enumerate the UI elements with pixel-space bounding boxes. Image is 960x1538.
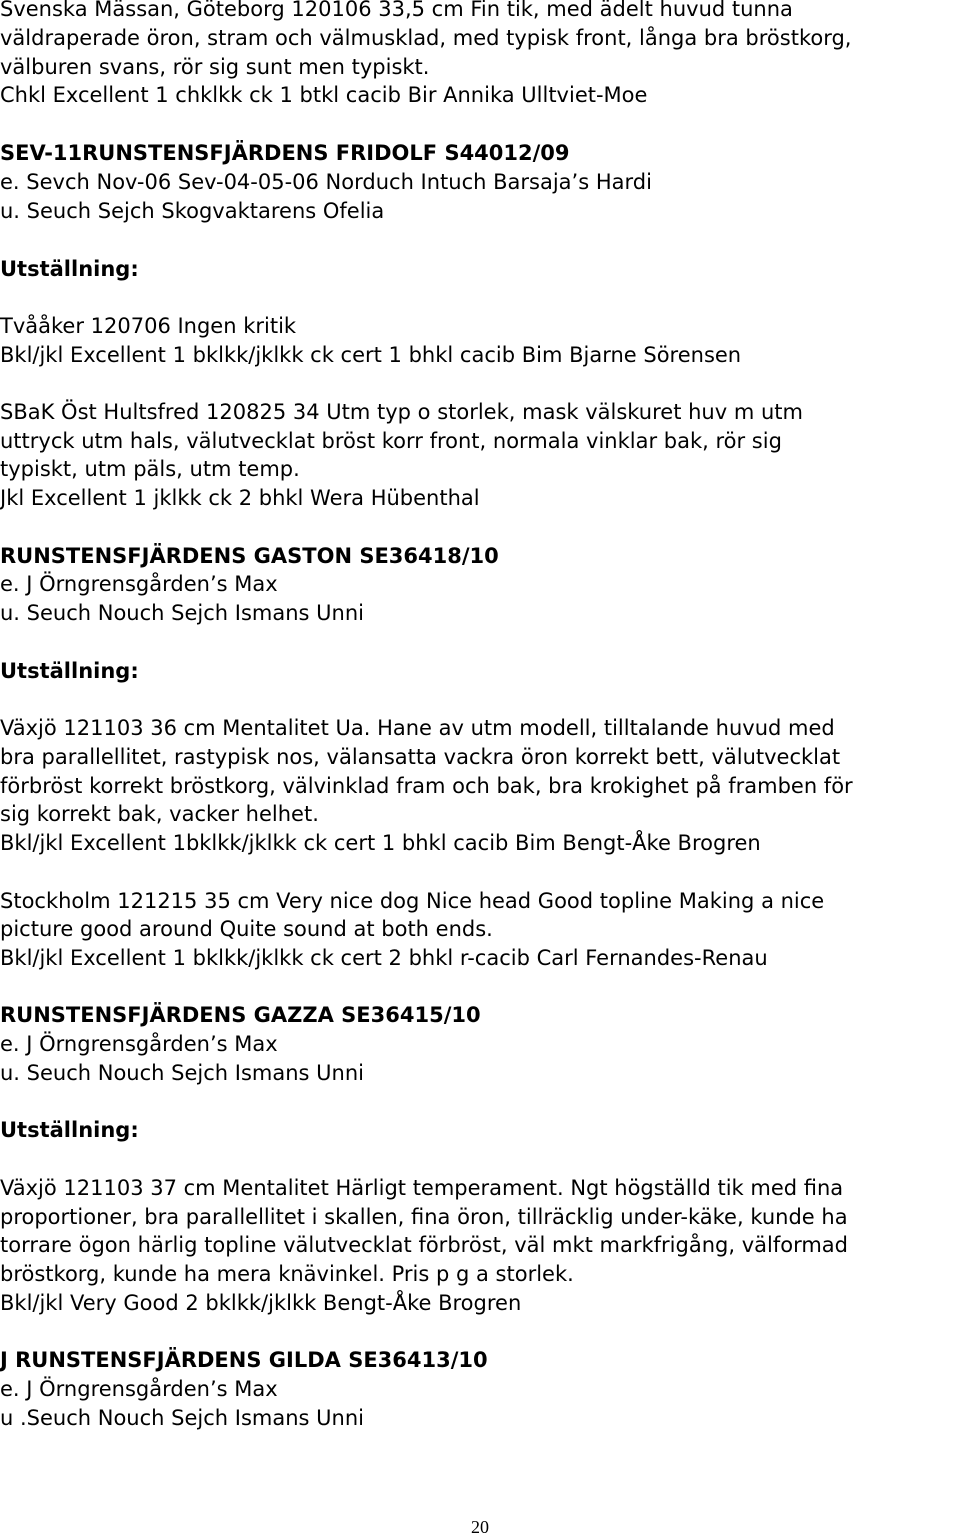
text-line: Jkl Excellent 1 jklkk ck 2 bhkl Wera Hübenthal	[0, 486, 480, 510]
text-line: proportioner, bra parallellitet i skallen, fina öron, tillräcklig under-käke, kunde ha	[0, 1205, 848, 1229]
dam-line: u. Seuch Nouch Sejch Ismans Unni	[0, 1061, 364, 1085]
dam-line: u. Seuch Sejch Skogvaktarens Ofelia	[0, 199, 385, 223]
sire-line: e. J Örngrensgården’s Max	[0, 572, 278, 596]
dog-heading: J RUNSTENSFJÄRDENS GILDA SE36413/10	[0, 1348, 488, 1372]
text-line: bra parallellitet, rastypisk nos, välansatta vackra öron korrekt bett, välutvecklat	[0, 745, 841, 769]
text-line: torrare ögon härlig topline välutvecklat förbröst, väl mkt markfrigång, välformad	[0, 1233, 848, 1257]
text-line: förbröst korrekt bröstkorg, välvinklad fram och bak, bra krokighet på framben för	[0, 774, 853, 798]
dog-heading: RUNSTENSFJÄRDENS GAZZA SE36415/10	[0, 1003, 481, 1027]
text-line: typiskt, utm päls, utm temp.	[0, 457, 300, 481]
text-line: Chkl Excellent 1 chklkk ck 1 btkl cacib Bir Annika Ulltviet-Moe	[0, 83, 648, 107]
section-heading: Utställning:	[0, 257, 139, 281]
sire-line: e. J Örngrensgården’s Max	[0, 1032, 278, 1056]
dog-heading: SEV-11RUNSTENSFJÄRDENS FRIDOLF S44012/09	[0, 141, 570, 165]
text-line: SBaK Öst Hultsfred 120825 34 Utm typ o storlek, mask välskuret huv m utm	[0, 400, 803, 424]
text-line: Stockholm 121215 35 cm Very nice dog Nice head Good topline Making a nice	[0, 889, 825, 913]
dog-heading: RUNSTENSFJÄRDENS GASTON SE36418/10	[0, 544, 499, 568]
dam-line: u. Seuch Nouch Sejch Ismans Unni	[0, 601, 364, 625]
text-line: Svenska Mässan, Göteborg 120106 33,5 cm Fin tik, med ädelt huvud tunna	[0, 0, 793, 21]
sire-line: e. J Örngrensgården’s Max	[0, 1377, 278, 1401]
text-line: väldraperade öron, stram och välmusklad, med typisk front, långa bra bröstkorg,	[0, 26, 852, 50]
page-number: 20	[471, 1517, 489, 1537]
text-line: Bkl/jkl Excellent 1 bklkk/jklkk ck cert 1 bhkl cacib Bim Bjarne Sörensen	[0, 343, 742, 367]
text-line: bröstkorg, kunde ha mera knävinkel. Pris p g a storlek.	[0, 1262, 574, 1286]
text-line: sig korrekt bak, vacker helhet.	[0, 802, 319, 826]
text-line: välburen svans, rör sig sunt men typiskt.	[0, 55, 430, 79]
dam-line: u .Seuch Nouch Sejch Ismans Unni	[0, 1406, 364, 1430]
text-line: uttryck utm hals, välutvecklat bröst korr front, normala vinklar bak, rör sig	[0, 429, 782, 453]
text-line: picture good around Quite sound at both ends.	[0, 917, 493, 941]
text-line: Bkl/jkl Excellent 1 bklkk/jklkk ck cert 2 bhkl r-cacib Carl Fernandes-Renau	[0, 946, 768, 970]
text-line: Tvååker 120706 Ingen kritik	[0, 314, 297, 338]
text-line: Bkl/jkl Very Good 2 bklkk/jklkk Bengt-Åke Brogren	[0, 1291, 522, 1315]
text-line: Växjö 121103 37 cm Mentalitet Härligt temperament. Ngt högställd tik med fina	[0, 1176, 844, 1200]
sire-line: e. Sevch Nov-06 Sev-04-05-06 Norduch Intuch Barsaja’s Hardi	[0, 170, 652, 194]
text-line: Bkl/jkl Excellent 1bklkk/jklkk ck cert 1 bhkl cacib Bim Bengt-Åke Brogren	[0, 831, 761, 855]
section-heading: Utställning:	[0, 1118, 139, 1142]
text-line: Växjö 121103 36 cm Mentalitet Ua. Hane av utm modell, tilltalande huvud med	[0, 716, 835, 740]
section-heading: Utställning:	[0, 659, 139, 683]
